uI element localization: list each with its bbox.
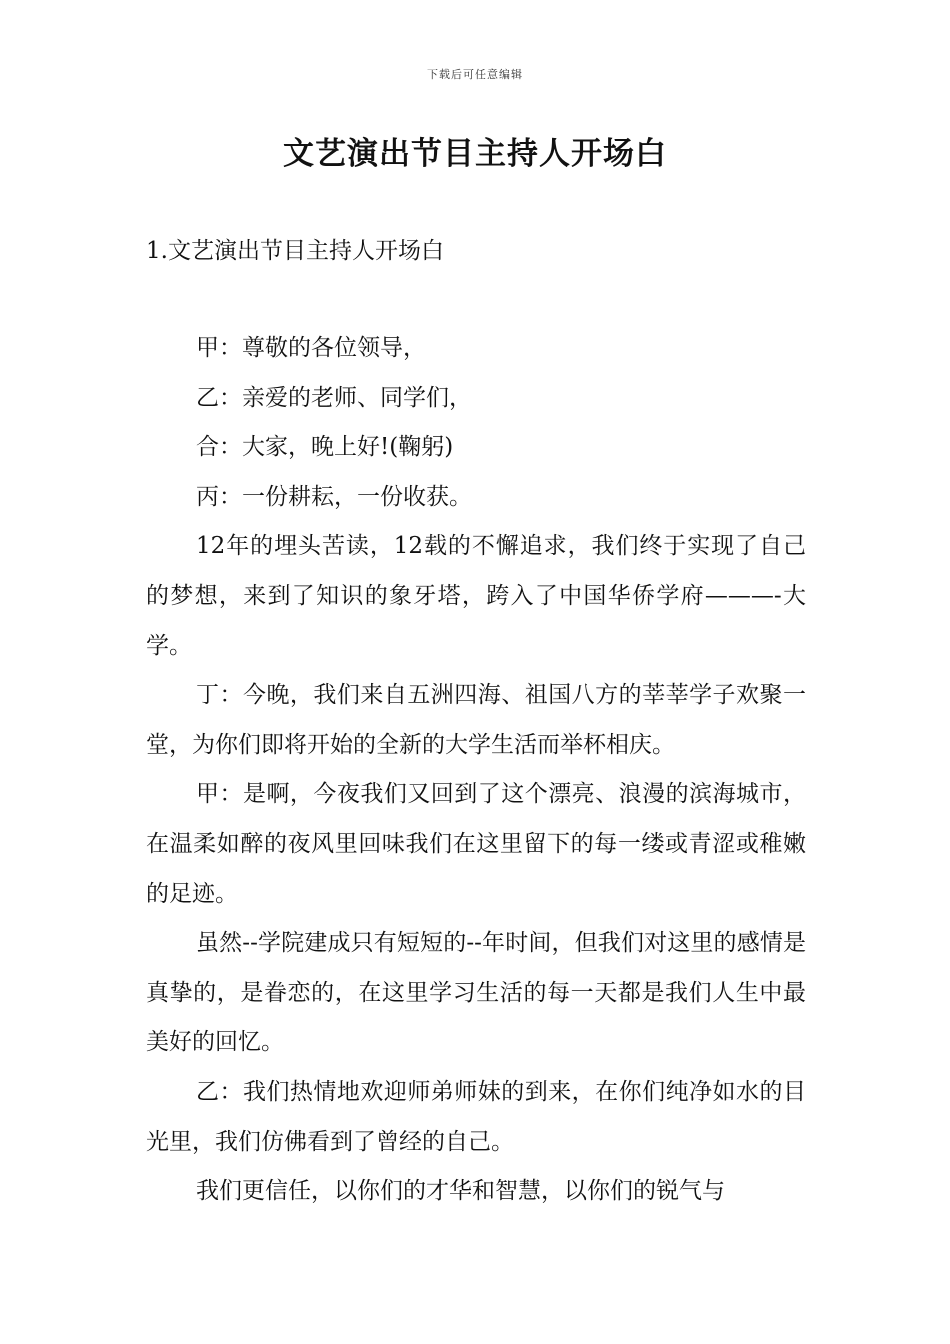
paragraph-ding: 丁：今晚，我们来自五洲四海、祖国八方的莘莘学子欢聚一堂，为你们即将开始的全新的大学生活而举杯相庆。	[146, 682, 806, 758]
header-note: 下载后可任意编辑	[427, 68, 523, 81]
paragraph-trust: 我们更信任，以你们的才华和智慧，以你们的锐气与	[196, 1178, 725, 1205]
body-text	[146, 324, 806, 1217]
paragraph-college: 虽然--学院建成只有短短的--年时间，但我们对这里的感情是真挚的，是眷恋的，在这里学习生活的每一天都是我们人生中最美好的回忆。	[146, 930, 806, 1056]
document-title: 文艺演出节目主持人开场白	[283, 136, 667, 172]
paragraph-greeting-jia: 甲：尊敬的各位领导，	[196, 335, 426, 361]
paragraph-yi-welcome: 乙：我们热情地欢迎师弟师妹的到来，在你们纯净如水的目光里，我们仿佛看到了曾经的自己。	[146, 1078, 806, 1155]
paragraph-greeting-he: 合：大家，晚上好!(鞠躬)	[196, 434, 454, 461]
section-heading: 1.文艺演出节目主持人开场白	[146, 238, 444, 264]
paragraph-twelve-years: 12年的埋头苦读，12载的不懈追求，我们终于实现了自己的梦想，来到了知识的象牙塔，跨入了中国华侨学府———-大学。	[146, 533, 806, 659]
paragraph-greeting-yi: 乙：亲爱的老师、同学们，	[196, 384, 472, 411]
paragraph-bing: 丙：一份耕耘，一份收获。	[196, 483, 472, 510]
paragraph-jia-city: 甲：是啊，今夜我们又回到了这个漂亮、浪漫的滨海城市，在温柔如醉的夜风里回味我们在这里留下的每一缕或青涩或稚嫩的足迹。	[146, 781, 806, 907]
